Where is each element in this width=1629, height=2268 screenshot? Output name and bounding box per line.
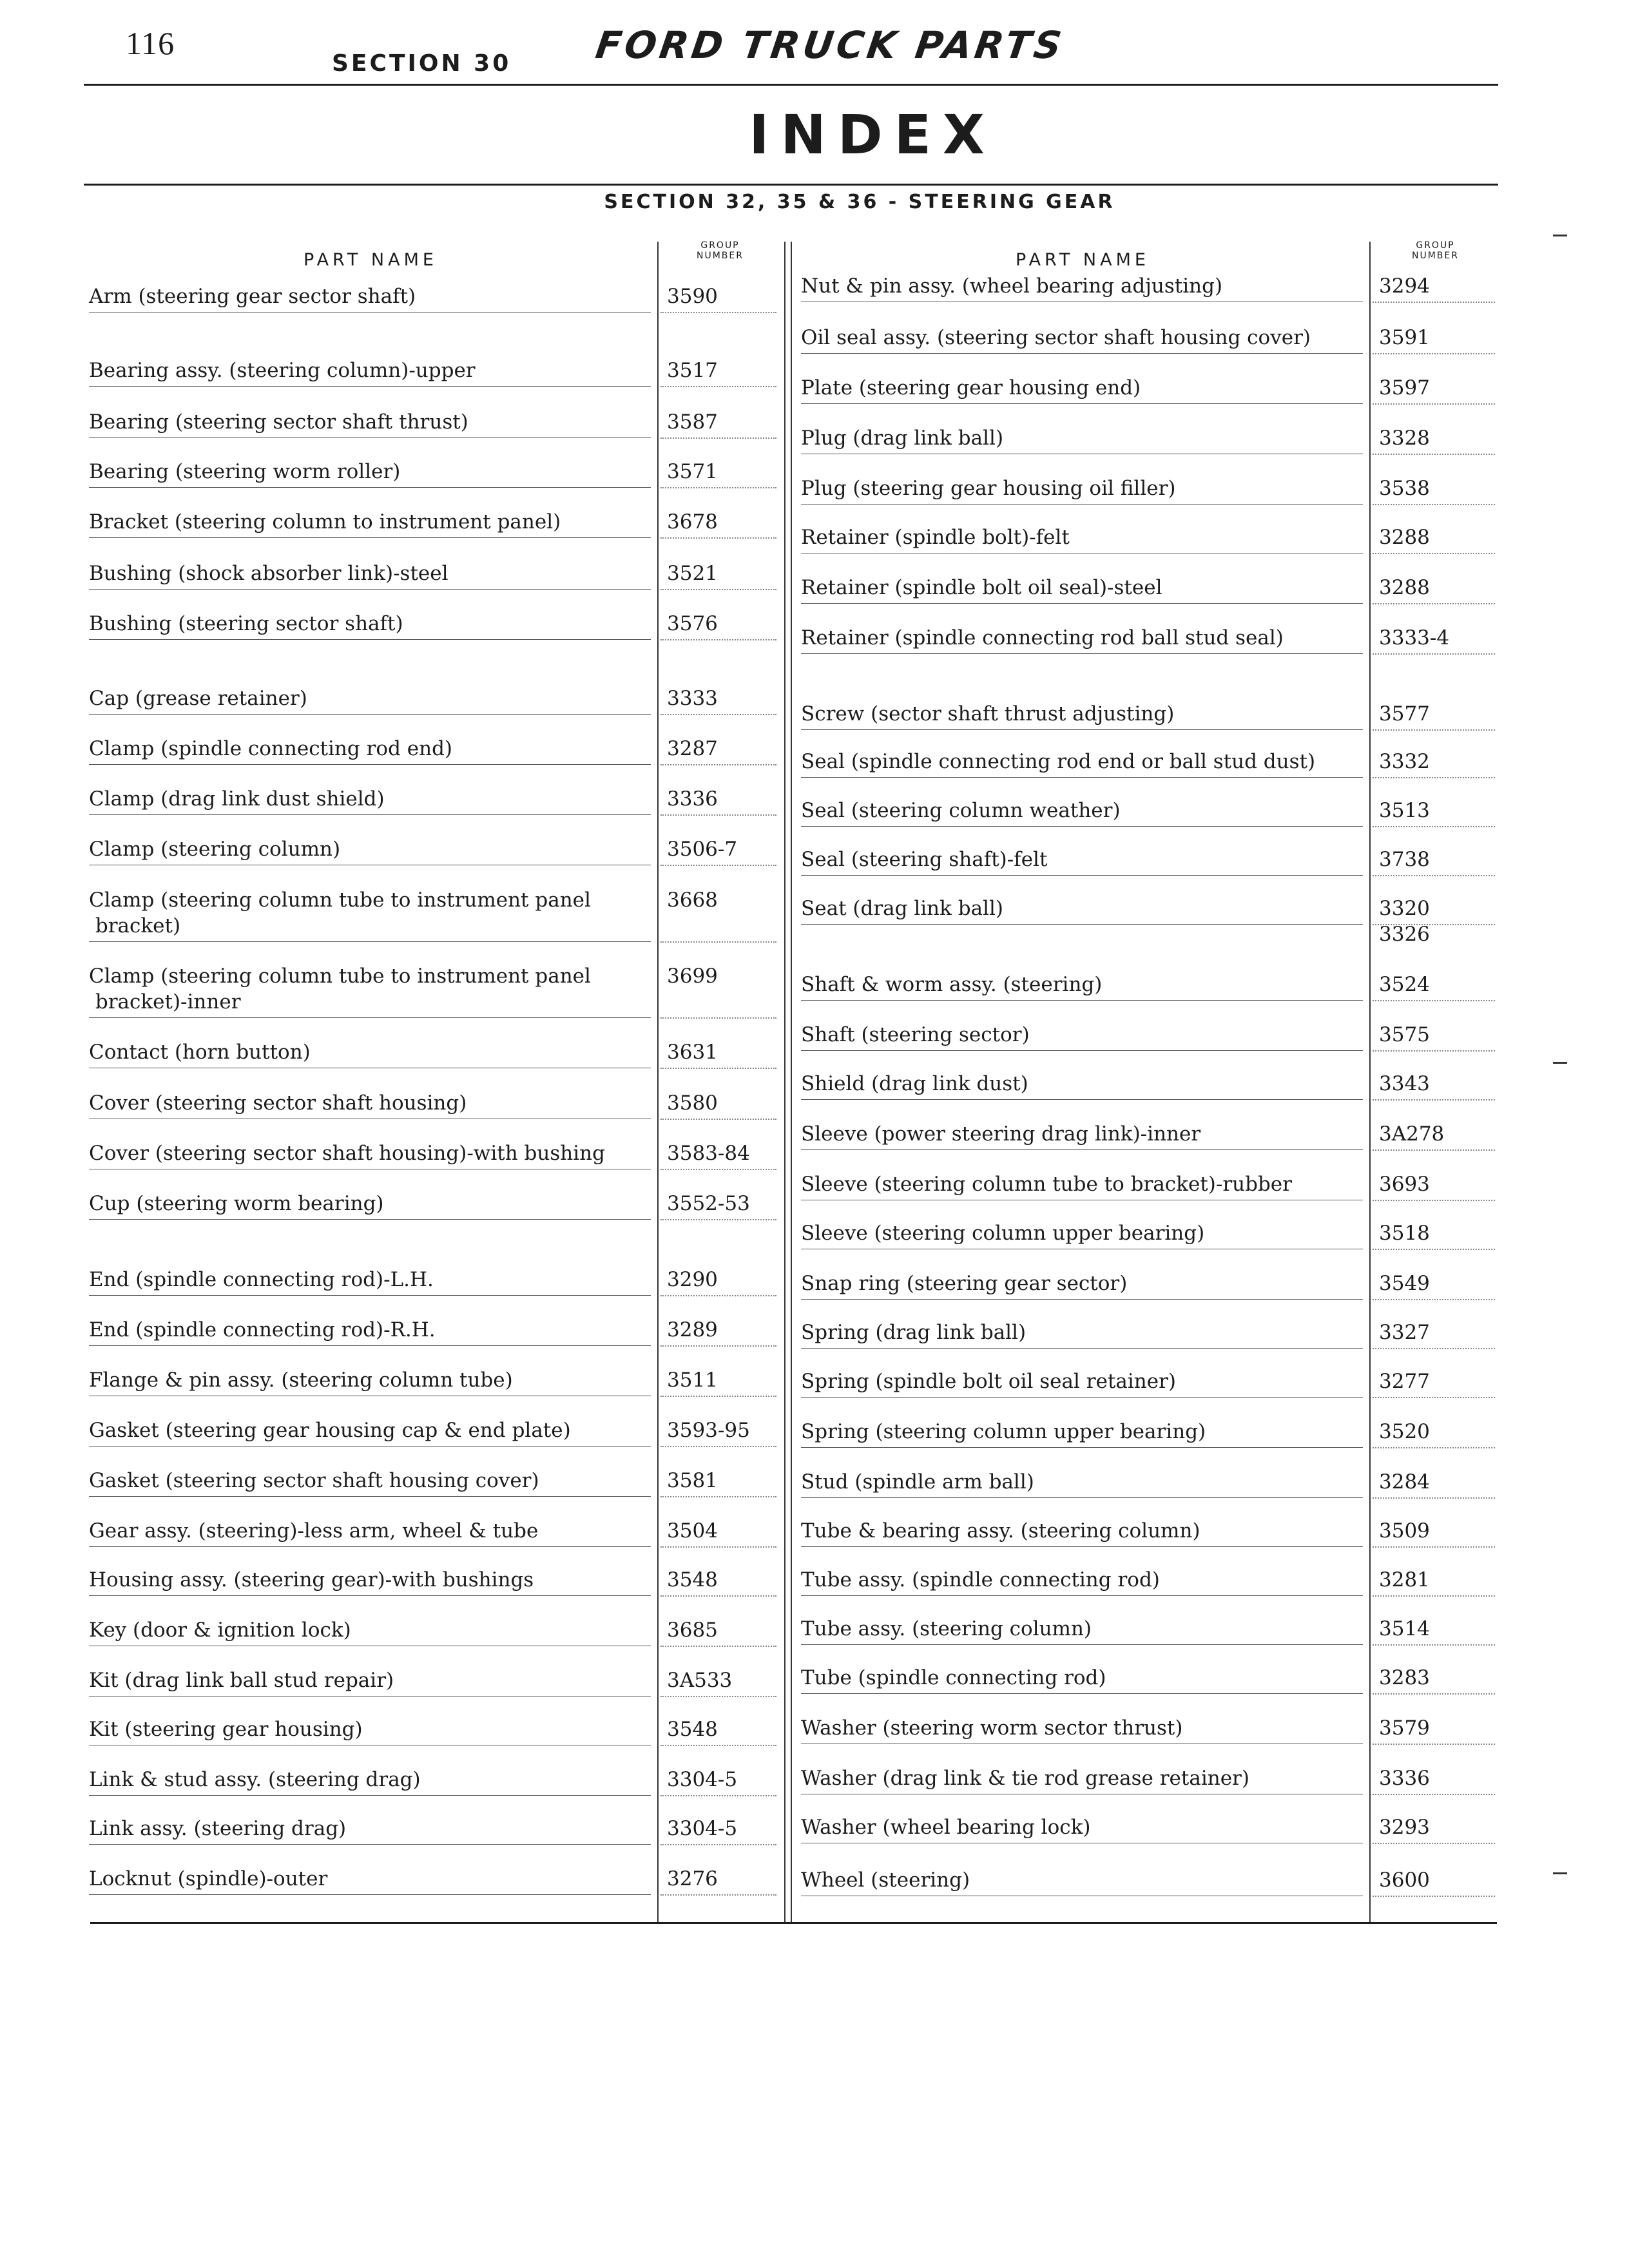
group-number: 3593-95: [667, 1419, 750, 1442]
part-name: Wheel (steering): [801, 1869, 970, 1892]
part-name: Bracket (steering column to instrument panel): [89, 510, 561, 533]
table-row: [0, 524, 1629, 550]
row-rule: [89, 1595, 651, 1596]
group-number: 3549: [1379, 1272, 1430, 1295]
number-rule: [660, 941, 776, 943]
group-number: 3517: [667, 359, 718, 382]
table-row: [0, 1814, 1629, 1840]
number-rule: [1373, 1843, 1495, 1844]
part-name: Washer (steering worm sector thrust): [801, 1716, 1183, 1740]
part-name: Key (door & ignition lock): [89, 1619, 351, 1642]
group-number: 3678: [667, 510, 718, 533]
table-row: [0, 625, 1629, 651]
row-rule: [801, 826, 1363, 827]
number-rule: [1373, 1744, 1495, 1745]
part-name: Shaft & worm assy. (steering): [801, 973, 1103, 996]
group-number: 3333: [667, 687, 718, 710]
number-rule: [1373, 875, 1495, 876]
row-rule: [801, 1099, 1363, 1100]
part-name: Gasket (steering gear housing cap & end plate): [89, 1419, 571, 1442]
group-number: 3288: [1379, 526, 1430, 549]
row-rule: [801, 1348, 1363, 1349]
part-name: Clamp (spindle connecting rod end): [89, 737, 453, 760]
group-number: 3327: [1379, 1321, 1430, 1344]
table-row: [0, 749, 1629, 774]
part-name: Cover (steering sector shaft housing): [89, 1091, 467, 1115]
part-name: Tube & bearing assy. (steering column): [801, 1519, 1200, 1542]
group-number: 3294: [1379, 274, 1430, 298]
number-rule: [1373, 603, 1495, 604]
table-row: [0, 1121, 1629, 1147]
part-name: Bushing (steering sector shaft): [89, 612, 403, 635]
part-name: Retainer (spindle bolt)-felt: [801, 526, 1070, 549]
number-rule: [1373, 1447, 1495, 1448]
group-number: 3288: [1379, 576, 1430, 599]
group-number: 3693: [1379, 1173, 1430, 1196]
part-name: Sleeve (steering column tube to bracket)-rubber: [801, 1173, 1292, 1196]
number-rule: [1373, 1149, 1495, 1151]
left-part-name-header: PART NAME: [304, 250, 438, 270]
part-name: Spring (spindle bolt oil seal retainer): [801, 1370, 1176, 1393]
group-number: 3A533: [667, 1669, 733, 1692]
table-row: [0, 1469, 1629, 1495]
number-rule: [660, 1546, 776, 1548]
row-rule: [89, 1844, 651, 1845]
part-name: Shield (drag link dust): [801, 1072, 1028, 1095]
table-row: [0, 1867, 1629, 1893]
number-rule: [660, 1017, 776, 1019]
group-number: 3631: [667, 1041, 718, 1064]
part-name: Locknut (spindle)-outer: [89, 1867, 328, 1890]
index-title: INDEX: [749, 103, 996, 166]
group-number: 3509: [1379, 1519, 1430, 1542]
part-name: Seal (steering column weather): [801, 799, 1121, 822]
group-number: 3511: [667, 1369, 718, 1392]
group-number: 3284: [1379, 1470, 1430, 1494]
part-name: Tube assy. (steering column): [801, 1617, 1092, 1640]
row-rule: [801, 1397, 1363, 1398]
part-name: Gasket (steering sector shaft housing cover): [89, 1469, 539, 1492]
row-rule: [89, 1219, 651, 1220]
row-rule: [801, 1693, 1363, 1694]
row-rule: [801, 403, 1363, 404]
table-row: [0, 847, 1629, 872]
margin-mark: [1553, 1872, 1567, 1874]
table-row: [0, 1271, 1629, 1296]
group-number: 3518: [1379, 1222, 1430, 1245]
part-name: Screw (sector shaft thrust adjusting): [801, 702, 1175, 726]
group-number: 3524: [1379, 973, 1430, 996]
group-number: 3548: [667, 1568, 718, 1591]
number-rule: [1373, 1050, 1495, 1052]
section-subheading: SECTION 32, 35 & 36 - STEERING GEAR: [604, 191, 1115, 213]
group-number: 3336: [667, 787, 718, 811]
page-number: 116: [126, 25, 175, 61]
part-name: Clamp (drag link dust shield): [89, 787, 385, 811]
row-rule: [801, 1644, 1363, 1645]
group-number: 3685: [667, 1619, 718, 1642]
number-rule: [1373, 302, 1495, 303]
part-name: Arm (steering gear sector shaft): [89, 285, 416, 308]
group-number: 3283: [1379, 1666, 1430, 1689]
row-rule: [801, 653, 1363, 654]
number-rule: [660, 1795, 776, 1796]
table-row: [0, 375, 1629, 401]
row-rule: [89, 1017, 651, 1018]
group-number: 3587: [667, 410, 718, 434]
row-rule: [801, 1149, 1363, 1150]
number-rule: [1373, 454, 1495, 455]
footer-rule: [90, 1922, 1497, 1924]
group-number: 3293: [1379, 1816, 1430, 1839]
number-rule: [1373, 1249, 1495, 1250]
table-row: [0, 1419, 1629, 1445]
number-rule: [1373, 1299, 1495, 1300]
part-name: Sleeve (power steering drag link)-inner: [801, 1122, 1201, 1146]
number-rule: [1373, 924, 1495, 925]
part-name: Gear assy. (steering)-less arm, wheel & tube: [89, 1519, 539, 1542]
part-name: Clamp (steering column tube to instrument panel bracket)-inner: [89, 965, 591, 1014]
number-rule: [1373, 1794, 1495, 1795]
number-rule: [660, 1446, 776, 1447]
index-rule: [84, 184, 1498, 186]
table-row: [0, 1320, 1629, 1345]
part-name: Cup (steering worm bearing): [89, 1192, 384, 1215]
group-number: 3600: [1379, 1869, 1430, 1892]
part-name: Plug (drag link ball): [801, 427, 1004, 450]
table-row: [0, 575, 1629, 601]
part-name: Bearing (steering worm roller): [89, 460, 401, 483]
table-row: [0, 1518, 1629, 1544]
part-name: Tube (spindle connecting rod): [801, 1666, 1106, 1689]
group-number: 3281: [1379, 1568, 1430, 1591]
number-rule: [660, 1169, 776, 1170]
table-row: [0, 1567, 1629, 1593]
number-rule: [1373, 1644, 1495, 1646]
row-rule: [801, 924, 1363, 925]
group-number: 3548: [667, 1718, 718, 1741]
part-name: Clamp (steering column tube to instrument panel bracket): [89, 889, 591, 937]
row-rule: [89, 1894, 651, 1895]
number-rule: [660, 1745, 776, 1746]
part-name: Spring (steering column upper bearing): [801, 1420, 1206, 1443]
number-rule: [1373, 1497, 1495, 1499]
number-rule: [660, 1894, 776, 1896]
number-rule: [660, 1696, 776, 1697]
part-name: Plate (steering gear housing end): [801, 376, 1141, 399]
number-rule: [1373, 1200, 1495, 1201]
group-number: 3304-5: [667, 1817, 738, 1840]
part-name: Sleeve (steering column upper bearing): [801, 1222, 1205, 1245]
group-number: 3520: [1379, 1420, 1430, 1443]
table-row: [0, 325, 1629, 351]
part-name: Link assy. (steering drag): [89, 1817, 347, 1840]
group-number: 3289: [667, 1318, 718, 1341]
group-number: 3506-7: [667, 838, 738, 861]
part-name: Nut & pin assy. (wheel bearing adjusting): [801, 274, 1223, 298]
part-name: Cover (steering sector shaft housing)-with bushing: [89, 1142, 605, 1165]
row-rule: [89, 1345, 651, 1346]
group-number: 3277: [1379, 1370, 1430, 1393]
part-name: Flange & pin assy. (steering column tube): [89, 1369, 513, 1392]
table-row: [0, 896, 1629, 946]
group-number: 3579: [1379, 1716, 1430, 1740]
part-name: Oil seal assy. (steering sector shaft housing cover): [801, 326, 1311, 349]
row-rule: [89, 1496, 651, 1497]
number-rule: [660, 1595, 776, 1597]
group-number: 3320 3326: [1379, 897, 1430, 946]
right-part-name-header: PART NAME: [1016, 250, 1150, 270]
part-name: Contact (horn button): [89, 1041, 311, 1064]
table-row: [0, 1765, 1629, 1791]
number-rule: [1373, 1099, 1495, 1100]
row-rule: [801, 603, 1363, 604]
number-rule: [1373, 653, 1495, 655]
row-rule: [89, 941, 651, 942]
row-rule: [801, 504, 1363, 505]
part-name: Washer (wheel bearing lock): [801, 1816, 1091, 1839]
group-number: 3575: [1379, 1023, 1430, 1046]
part-name: Stud (spindle arm ball): [801, 1470, 1034, 1494]
part-name: Bushing (shock absorber link)-steel: [89, 562, 448, 585]
part-name: Clamp (steering column): [89, 838, 341, 861]
group-number: 3287: [667, 737, 718, 760]
row-rule: [801, 777, 1363, 778]
group-number: 3577: [1379, 702, 1430, 726]
number-rule: [1373, 729, 1495, 731]
table-row: [0, 1171, 1629, 1197]
group-number: 3521: [667, 562, 718, 585]
row-rule: [801, 1447, 1363, 1448]
group-number: 3504: [667, 1519, 718, 1542]
number-rule: [1373, 1000, 1495, 1001]
number-rule: [1373, 403, 1495, 405]
group-number: 3580: [667, 1091, 718, 1115]
number-rule: [660, 1496, 776, 1497]
number-rule: [1373, 1595, 1495, 1597]
number-rule: [660, 1646, 776, 1647]
table-row: [0, 1022, 1629, 1048]
group-number: 3333-4: [1379, 626, 1450, 649]
group-number: 3571: [667, 460, 718, 483]
group-number: 3276: [667, 1867, 718, 1890]
part-name: End (spindle connecting rod)-L.H.: [89, 1268, 434, 1291]
number-rule: [1373, 1546, 1495, 1548]
table-row: [0, 1715, 1629, 1741]
group-number: 3304-5: [667, 1768, 738, 1791]
table-row: [0, 1220, 1629, 1246]
group-number: 3591: [1379, 326, 1430, 349]
part-name: Seal (steering shaft)-felt: [801, 848, 1048, 871]
row-rule: [801, 875, 1363, 876]
part-name: Spring (drag link ball): [801, 1321, 1027, 1344]
group-number: 3668: [667, 889, 718, 912]
number-rule: [1373, 1397, 1495, 1398]
group-number: 3513: [1379, 799, 1430, 822]
right-group-number-header: GROUP NUMBER: [1412, 240, 1459, 261]
number-rule: [660, 1119, 776, 1120]
number-rule: [660, 1396, 776, 1397]
part-name: Bearing (steering sector shaft thrust): [89, 410, 468, 434]
table-row: [0, 798, 1629, 823]
part-name: Shaft (steering sector): [801, 1023, 1030, 1046]
part-name: Washer (drag link & tie rod grease retainer): [801, 1767, 1249, 1790]
number-rule: [1373, 1896, 1495, 1897]
margin-mark: [1553, 1062, 1567, 1064]
part-name: Snap ring (steering gear sector): [801, 1272, 1128, 1295]
group-number: 3699: [667, 965, 718, 988]
number-rule: [1373, 777, 1495, 778]
part-name: Housing assy. (steering gear)-with bushings: [89, 1568, 534, 1591]
header-rule: [84, 84, 1498, 86]
group-number: 3583-84: [667, 1142, 750, 1165]
number-rule: [660, 1844, 776, 1845]
group-number: 3A278: [1379, 1122, 1445, 1146]
group-number: 3597: [1379, 376, 1430, 399]
margin-mark: [1553, 235, 1567, 236]
row-rule: [801, 1546, 1363, 1547]
table-row: [0, 1369, 1629, 1394]
row-rule: [89, 1546, 651, 1547]
part-name: Retainer (spindle connecting rod ball stud seal): [801, 626, 1284, 649]
row-rule: [801, 1050, 1363, 1051]
group-number: 3290: [667, 1268, 718, 1291]
part-name: Bearing assy. (steering column)-upper: [89, 359, 476, 382]
table-row: [0, 701, 1629, 727]
part-name: End (spindle connecting rod)-R.H.: [89, 1318, 436, 1341]
group-number: 3538: [1379, 477, 1430, 500]
group-number: 3343: [1379, 1072, 1430, 1095]
part-name: Retainer (spindle bolt oil seal)-steel: [801, 576, 1162, 599]
row-rule: [801, 1000, 1363, 1001]
table-row: [0, 1665, 1629, 1691]
group-number: 3332: [1379, 750, 1430, 773]
number-rule: [660, 1345, 776, 1347]
row-rule: [801, 1299, 1363, 1300]
row-rule: [801, 729, 1363, 730]
group-number: 3336: [1379, 1767, 1430, 1790]
row-rule: [801, 1497, 1363, 1498]
left-group-number-header: GROUP NUMBER: [697, 240, 744, 261]
group-number: 3552-53: [667, 1192, 750, 1215]
number-rule: [1373, 1348, 1495, 1349]
number-rule: [1373, 353, 1495, 354]
part-name: Kit (steering gear housing): [89, 1718, 363, 1741]
number-rule: [1373, 553, 1495, 554]
group-number: 3581: [667, 1469, 718, 1492]
part-name: Kit (drag link ball stud repair): [89, 1669, 394, 1692]
number-rule: [1373, 1693, 1495, 1695]
part-name: Seat (drag link ball): [801, 897, 1003, 920]
group-number: 3514: [1379, 1617, 1430, 1640]
number-rule: [660, 1068, 776, 1069]
row-rule: [801, 1595, 1363, 1596]
part-name: Link & stud assy. (steering drag): [89, 1768, 421, 1791]
row-rule: [801, 353, 1363, 354]
group-number: 3738: [1379, 848, 1430, 871]
part-name: Plug (steering gear housing oil filler): [801, 477, 1176, 500]
table-row: [0, 1616, 1629, 1642]
row-rule: [89, 1795, 651, 1796]
book-title: FORD TRUCK PARTS: [593, 23, 1068, 67]
part-name: Cap (grease retainer): [89, 687, 307, 710]
number-rule: [1373, 826, 1495, 827]
part-name: Tube assy. (spindle connecting rod): [801, 1568, 1160, 1591]
part-name: Seal (spindle connecting rod end or ball stud dust): [801, 750, 1316, 773]
table-row: [0, 972, 1629, 997]
number-rule: [1373, 504, 1495, 505]
table-row: [0, 273, 1629, 299]
number-rule: [660, 312, 776, 313]
section-label: SECTION 30: [332, 50, 512, 77]
table-row: [0, 1071, 1629, 1097]
group-number: 3590: [667, 285, 718, 308]
table-row: [0, 425, 1629, 451]
group-number: 3576: [667, 612, 718, 635]
group-number: 3328: [1379, 427, 1430, 450]
table-row: [0, 476, 1629, 501]
